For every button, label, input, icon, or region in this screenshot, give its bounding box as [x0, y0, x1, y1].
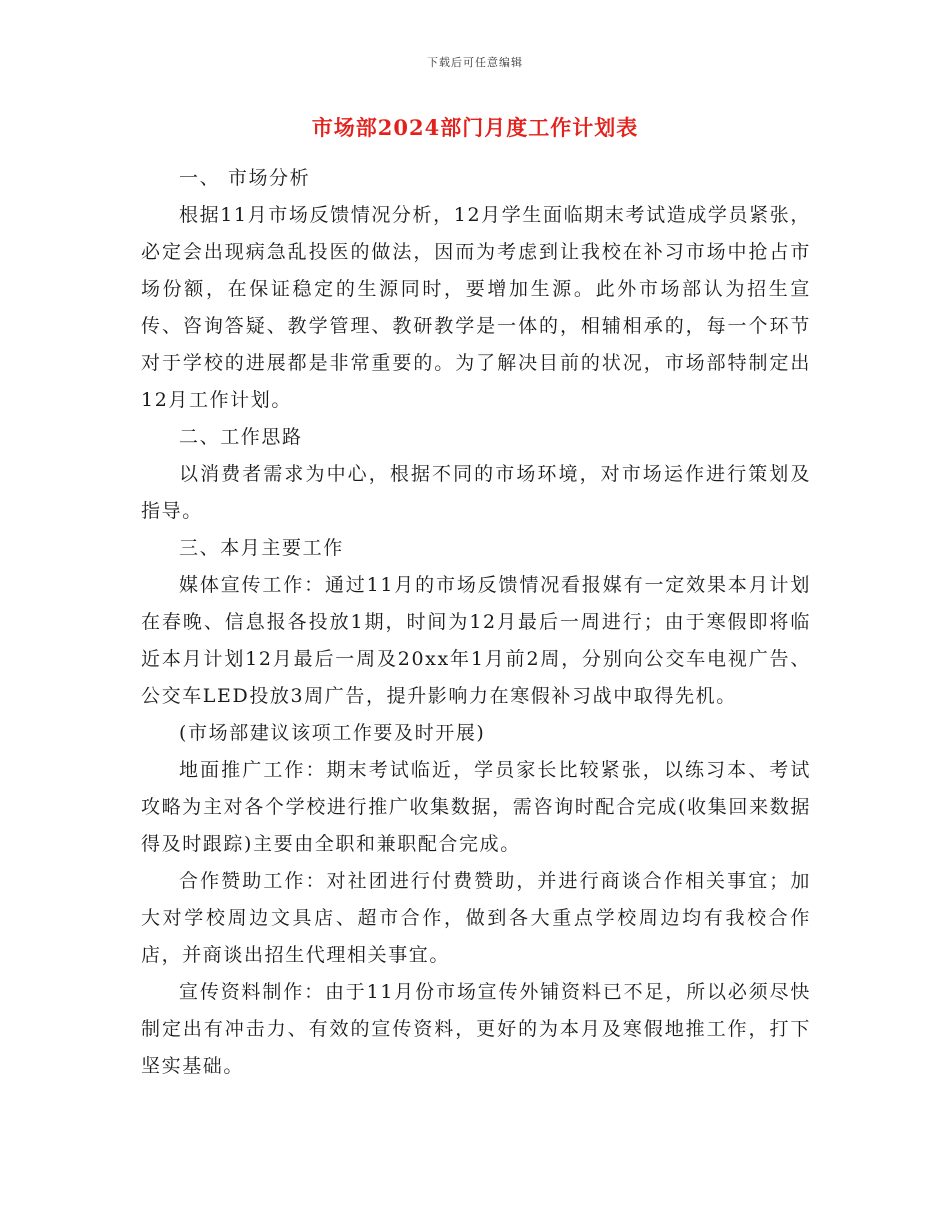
paragraph-media-note: (市场部建议该项工作要及时开展)	[179, 722, 486, 744]
document-title: 市场部2024部门月度工作计划表	[311, 115, 639, 140]
paragraph-work-approach: 以消费者需求为中心，根据不同的市场环境，对市场运作进行策划及指导。	[141, 463, 811, 522]
header-note: 下载后可任意编辑	[427, 56, 523, 69]
paragraph-market-analysis: 根据11月市场反馈情况分析，12月学生面临期末考试造成学员紧张，必定会出现病急乱投医的做法，因而为考虑到让我校在补习市场中抢占市场份额，在保证稳定的生源同时，要增加生源。此外市场部认为招生宣传、咨询答疑、教学管理、教研教学是一体的，相辅相承的，每一个环节对于学校的进展都是非常重要的。为了解决目前的状况，市场部特制定出12月工作计划。	[141, 204, 811, 411]
section-heading-main-work: 三、本月主要工作	[179, 537, 344, 559]
paragraph-ground-promotion: 地面推广工作：期末考试临近，学员家长比较紧张，以练习本、考试攻略为主对各个学校进行推广收集数据，需咨询时配合完成(收集回来数据得及时跟踪)主要由全职和兼职配合完成。	[141, 759, 811, 855]
paragraph-media-promotion: 媒体宣传工作：通过11月的市场反馈情况看报媒有一定效果本月计划在春晚、信息报各投放1期，时间为12月最后一周进行；由于寒假即将临近本月计划12月最后一周及20xx年1月前2周，分别向公交车电视广告、公交车LED投放3周广告，提升影响力在寒假补习战中取得先机。	[141, 574, 811, 707]
section-heading-market-analysis: 一、 市场分析	[179, 167, 311, 189]
paragraph-promo-materials: 宣传资料制作：由于11月份市场宣传外铺资料已不足，所以必须尽快制定出有冲击力、有效的宣传资料，更好的为本月及寒假地推工作，打下坚实基础。	[141, 981, 811, 1077]
document-body	[141, 160, 811, 1085]
section-heading-work-approach: 二、工作思路	[179, 426, 303, 448]
paragraph-cooperation-sponsorship: 合作赞助工作：对社团进行付费赞助，并进行商谈合作相关事宜；加大对学校周边文具店、超市合作，做到各大重点学校周边均有我校合作店，并商谈出招生代理相关事宜。	[141, 870, 811, 966]
